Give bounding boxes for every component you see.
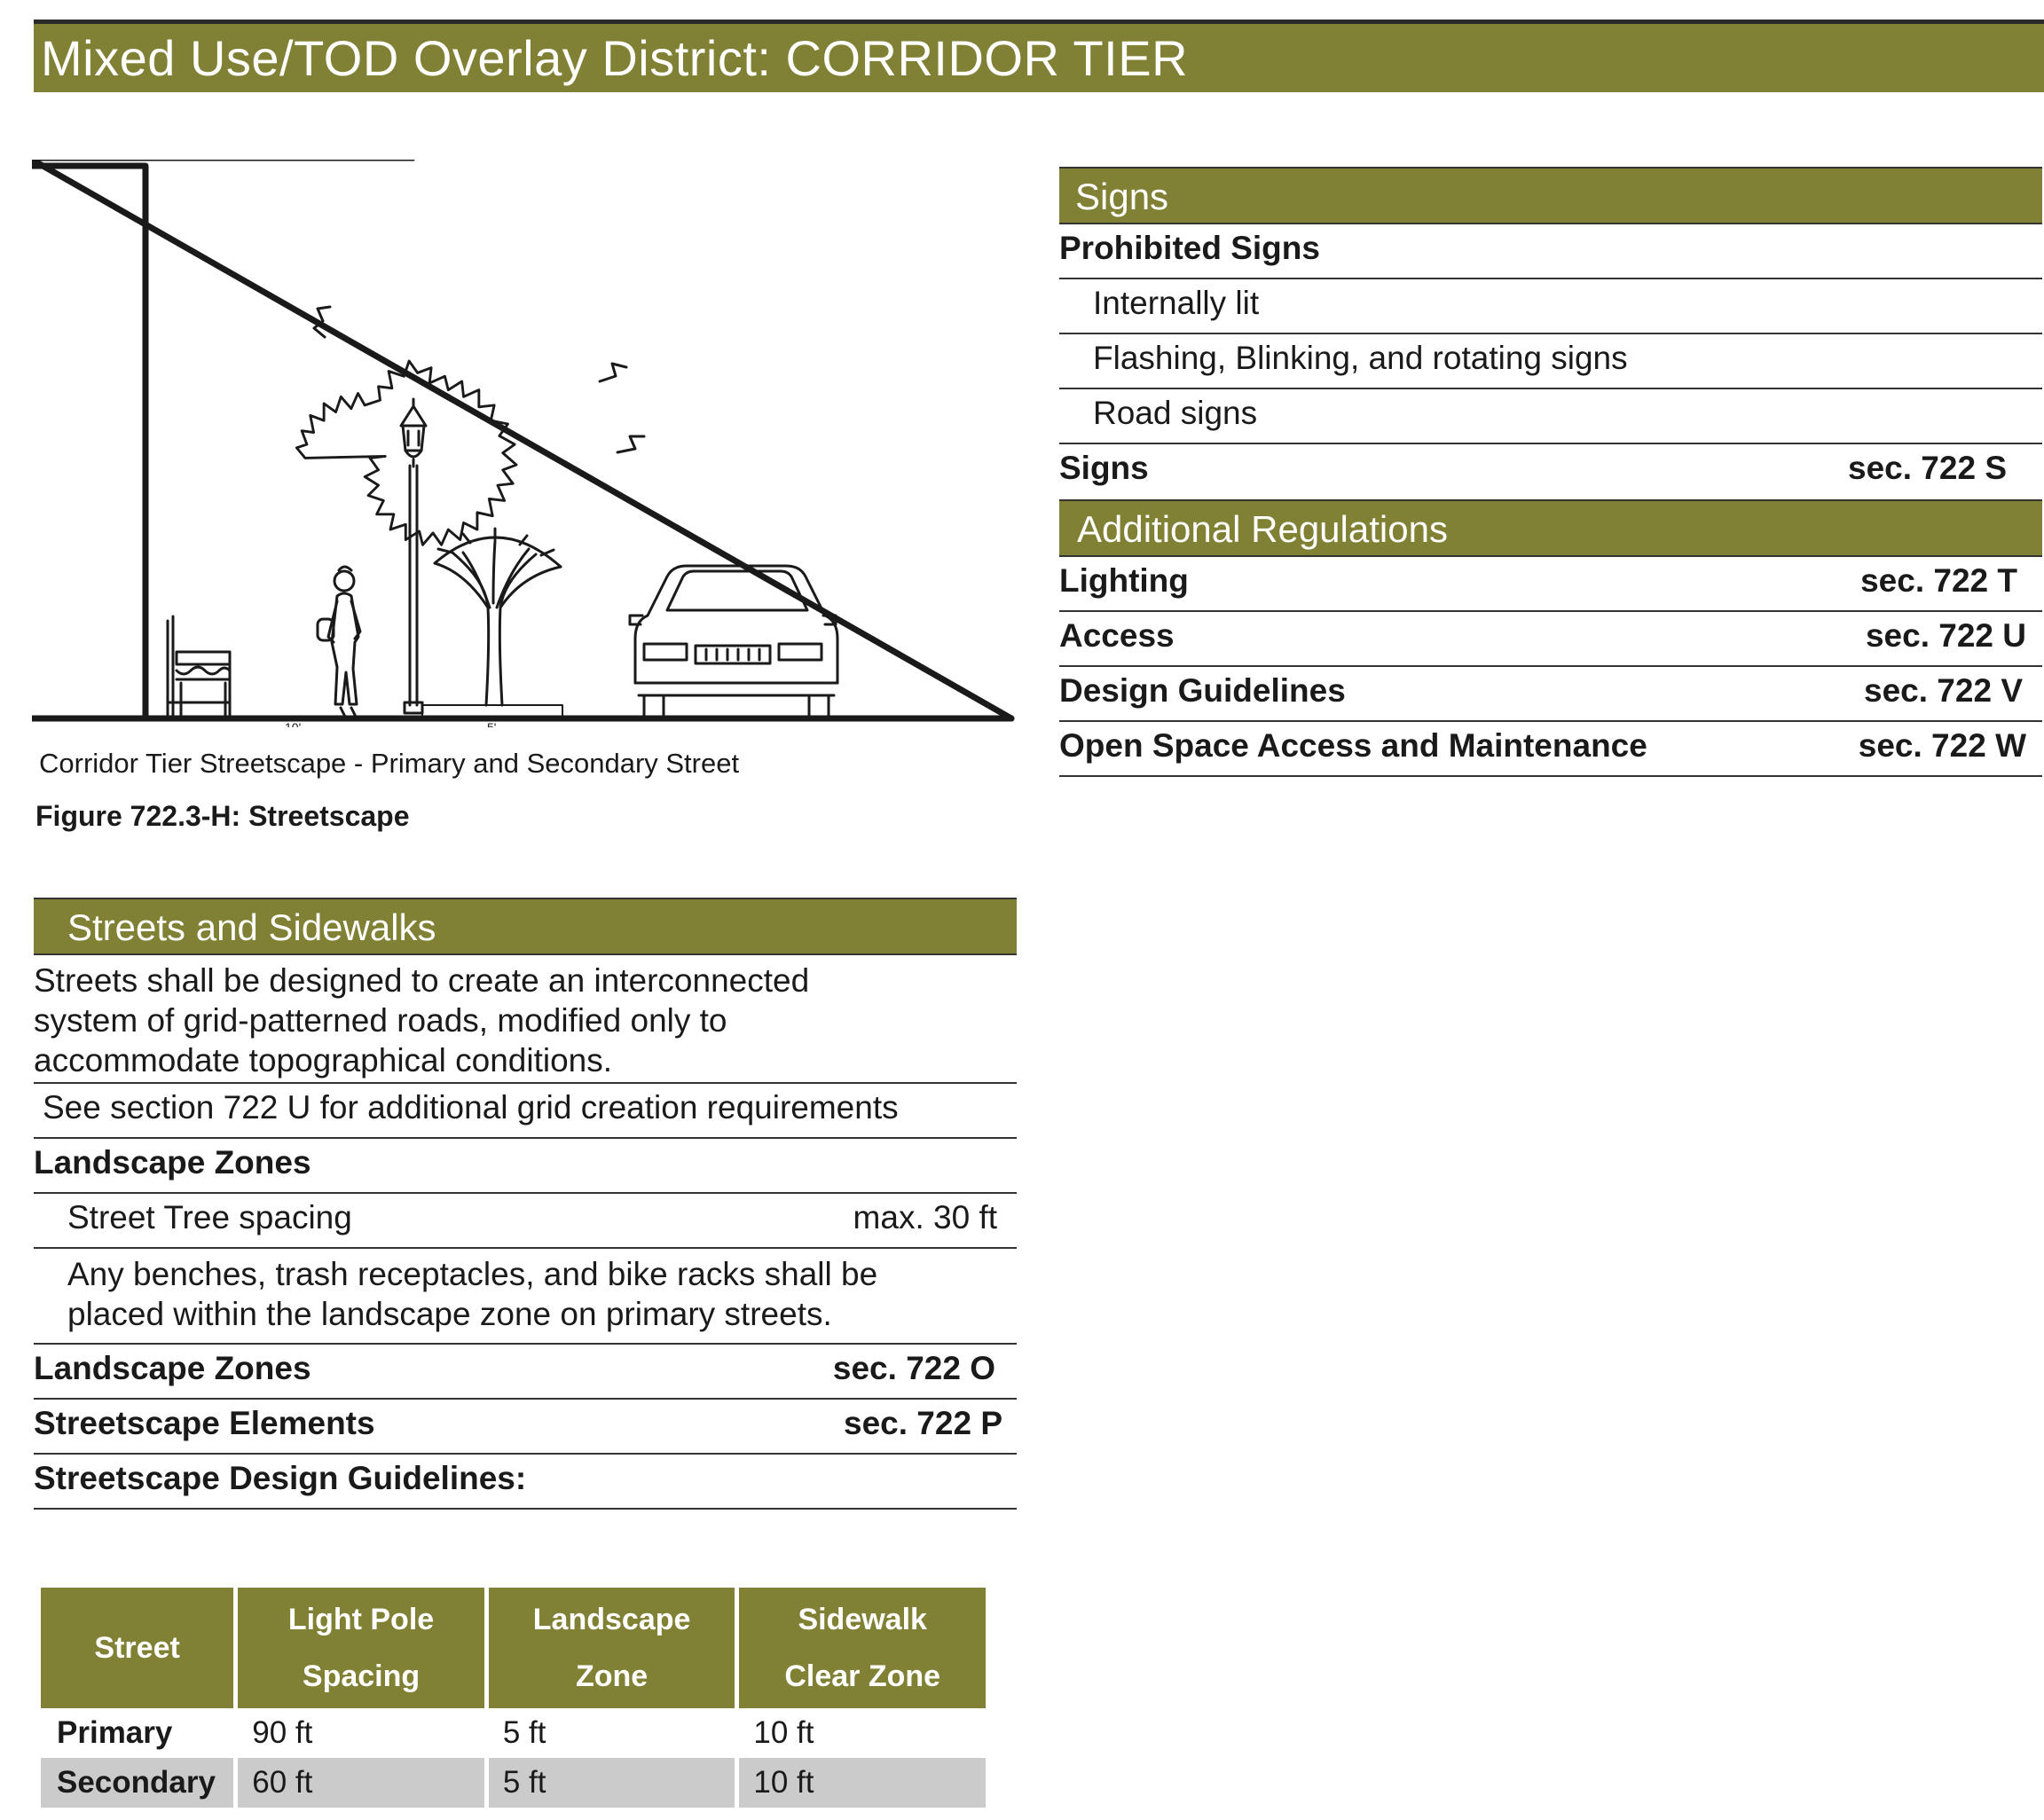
pedestrian-icon	[318, 567, 360, 718]
table-header-landscape-zone: Landscape Zone	[489, 1588, 735, 1708]
streetscape-table	[41, 1588, 986, 1808]
signs-section	[1059, 167, 2042, 777]
additional-heading: Additional Regulations	[1077, 508, 1448, 550]
table-header-light-pole: Light Pole Spacing	[238, 1588, 484, 1708]
ref-row-landscape-zones: Landscape Zones sec. 722 O	[34, 1345, 1017, 1400]
streets-section	[34, 898, 1017, 1510]
ref-row-lighting: Lighting sec. 722 T	[1059, 557, 2042, 612]
light-pole-icon	[32, 160, 426, 713]
table-header-street: Street	[41, 1588, 233, 1708]
dim-landscape: 5'	[487, 720, 497, 727]
streets-heading: Streets and Sidewalks	[67, 906, 436, 948]
ref-row-design-guidelines: Design Guidelines sec. 722 V	[1059, 667, 2042, 722]
additional-heading-bar	[1059, 499, 2042, 557]
list-item: Road signs	[1059, 389, 2042, 444]
dim-sidewalk: 10'	[285, 720, 302, 727]
grid-note-row: See section 722 U for additional grid creation requirements	[34, 1084, 1017, 1139]
streetscape-illustration	[32, 160, 1017, 727]
signs-heading: Signs	[1075, 176, 1169, 217]
furniture-note-row: Any benches, trash receptacles, and bike racks shall be placed within the landscape zone on primary streets.	[34, 1249, 1017, 1345]
list-item: Flashing, Blinking, and rotating signs	[1059, 334, 2042, 389]
figure-label: Figure 722.3-H: Streetscape	[35, 800, 410, 832]
signs-heading-bar	[1059, 167, 2042, 224]
figure-caption: Corridor Tier Streetscape - Primary and Secondary Street	[39, 748, 740, 779]
guidelines-heading-row: Streetscape Design Guidelines:	[34, 1455, 1017, 1510]
ref-row-streetscape-elements: Streetscape Elements sec. 722 P	[34, 1400, 1017, 1455]
prohibited-signs-row	[1059, 224, 2042, 279]
page-title: Mixed Use/TOD Overlay District: CORRIDOR TIER	[41, 30, 1189, 86]
prohibited-signs-heading: Prohibited Signs	[1059, 230, 1320, 266]
tree-spacing-row: Street Tree spacing max. 30 ft	[34, 1194, 1017, 1249]
landscape-zones-heading-row: Landscape Zones	[34, 1139, 1017, 1194]
streetscape-figure	[32, 160, 1017, 727]
table-row: Primary 90 ft 5 ft 10 ft	[57, 1715, 814, 1750]
streets-paragraph: Streets shall be designed to create an interconnected system of grid-patterned roads, modified only to accommodate topographical conditions.	[34, 955, 1017, 1084]
bench-icon	[168, 616, 230, 717]
list-item: Internally lit	[1059, 279, 2042, 334]
ref-row-access: Access sec. 722 U	[1059, 612, 2042, 667]
signs-ref-row: Signs sec. 722 S	[1059, 450, 2007, 486]
table-row: Secondary 60 ft 5 ft 10 ft	[41, 1758, 986, 1808]
page-title-bar	[34, 20, 2044, 92]
car-icon	[630, 566, 837, 717]
streets-heading-bar	[34, 898, 1017, 955]
table-header-sidewalk-clear-zone: Sidewalk Clear Zone	[739, 1588, 986, 1708]
ref-row-open-space: Open Space Access and Maintenance sec. 722 W	[1059, 722, 2042, 777]
